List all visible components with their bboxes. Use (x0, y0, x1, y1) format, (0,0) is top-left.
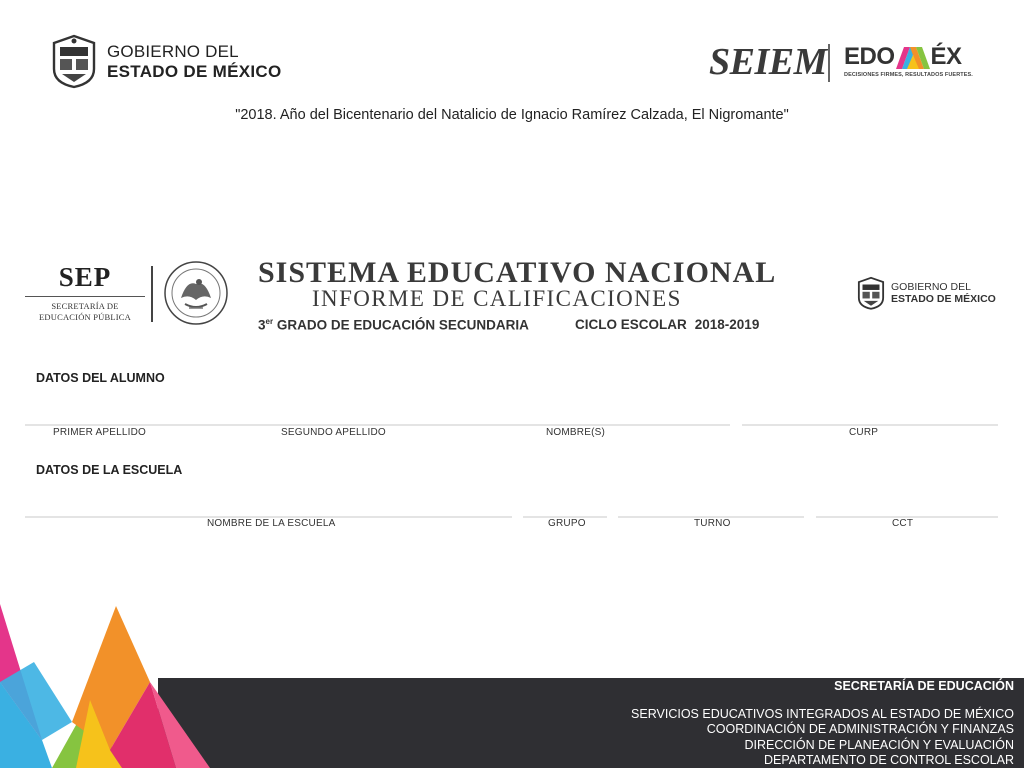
edomex-tagline: DECISIONES FIRMES, RESULTADOS FUERTES. (844, 72, 973, 78)
edomex-logo (844, 45, 973, 78)
segundo-apellido-field[interactable] (235, 405, 435, 425)
system-title: SISTEMA EDUCATIVO NACIONAL (258, 256, 777, 289)
edomex-suffix: ÉX (930, 43, 962, 70)
shift-label: TURNO (694, 518, 731, 529)
sep-logo (25, 262, 145, 322)
gobierno-estado-mexico-logo-small (856, 276, 996, 310)
footer-line-4: DEPARTAMENTO DE CONTROL ESCOLAR (763, 753, 1014, 767)
report-title: INFORME DE CALIFICACIONES (312, 286, 682, 311)
gobierno-estado-mexico-logo (50, 33, 282, 89)
grade-number: 3 (258, 317, 266, 333)
school-name-field[interactable] (25, 497, 512, 517)
year-dedication: "2018. Año del Bicentenario del Natalicio de Ignacio Ramírez Calzada, El Nigromante" (235, 107, 789, 123)
group-field[interactable] (523, 497, 607, 517)
cct-label: CCT (892, 518, 914, 529)
grade-label (258, 317, 529, 333)
decorative-color-shapes (0, 600, 210, 768)
nombres-label: NOMBRE(S) (546, 427, 606, 438)
gobierno-right-line2: ESTADO DE MÉXICO (891, 292, 996, 305)
sep-subtitle-2: EDUCACIÓN PÚBLICA (39, 311, 131, 322)
school-name-label: NOMBRE DE LA ESCUELA (207, 518, 336, 529)
state-coat-of-arms-icon (856, 276, 886, 310)
sep-title: SEP (58, 262, 112, 292)
grade-ordinal: er (265, 317, 274, 326)
footer-line-1: SERVICIOS EDUCATIVOS INTEGRADOS AL ESTADO DE MÉXICO (631, 706, 1014, 721)
gobierno-line1: GOBIERNO DEL (107, 41, 239, 61)
gobierno-right-line1: GOBIERNO DEL (891, 281, 971, 293)
cycle-years: 2018-2019 (694, 317, 760, 332)
seiem-logo: SEIEM (709, 41, 827, 83)
footer-text (631, 679, 1014, 769)
sep-subtitle-1: SECRETARÍA DE (51, 301, 119, 311)
logo-divider (828, 44, 830, 82)
school-section-label: DATOS DE LA ESCUELA (36, 463, 183, 477)
school-cycle (575, 317, 759, 332)
cycle-label: CICLO ESCOLAR (575, 317, 687, 332)
group-label: GRUPO (548, 518, 586, 529)
primer-apellido-field[interactable] (25, 405, 205, 425)
footer-heading: SECRETARÍA DE EDUCACIÓN (834, 679, 1014, 693)
curp-label: CURP (849, 427, 879, 438)
segundo-apellido-label: SEGUNDO APELLIDO (281, 427, 386, 438)
sep-divider (151, 266, 153, 322)
edomex-m-icon (896, 47, 930, 69)
student-section-label: DATOS DEL ALUMNO (36, 371, 165, 385)
gobierno-line2: ESTADO DE MÉXICO (107, 61, 282, 81)
state-coat-of-arms-icon (50, 33, 98, 89)
curp-field[interactable] (742, 405, 998, 425)
footer-line-2: COORDINACIÓN DE ADMINISTRACIÓN Y FINANZAS (706, 722, 1014, 736)
edomex-prefix: EDO (844, 43, 895, 70)
primer-apellido-label: PRIMER APELLIDO (53, 427, 147, 438)
national-seal-icon (163, 260, 229, 326)
nombres-field[interactable] (450, 405, 720, 425)
cct-field[interactable] (816, 497, 998, 517)
shift-field[interactable] (618, 497, 804, 517)
sep-rule (25, 296, 145, 297)
grade-text: GRADO DE EDUCACIÓN SECUNDARIA (273, 317, 529, 333)
footer-line-3: DIRECCIÓN DE PLANEACIÓN Y EVALUACIÓN (744, 737, 1014, 752)
